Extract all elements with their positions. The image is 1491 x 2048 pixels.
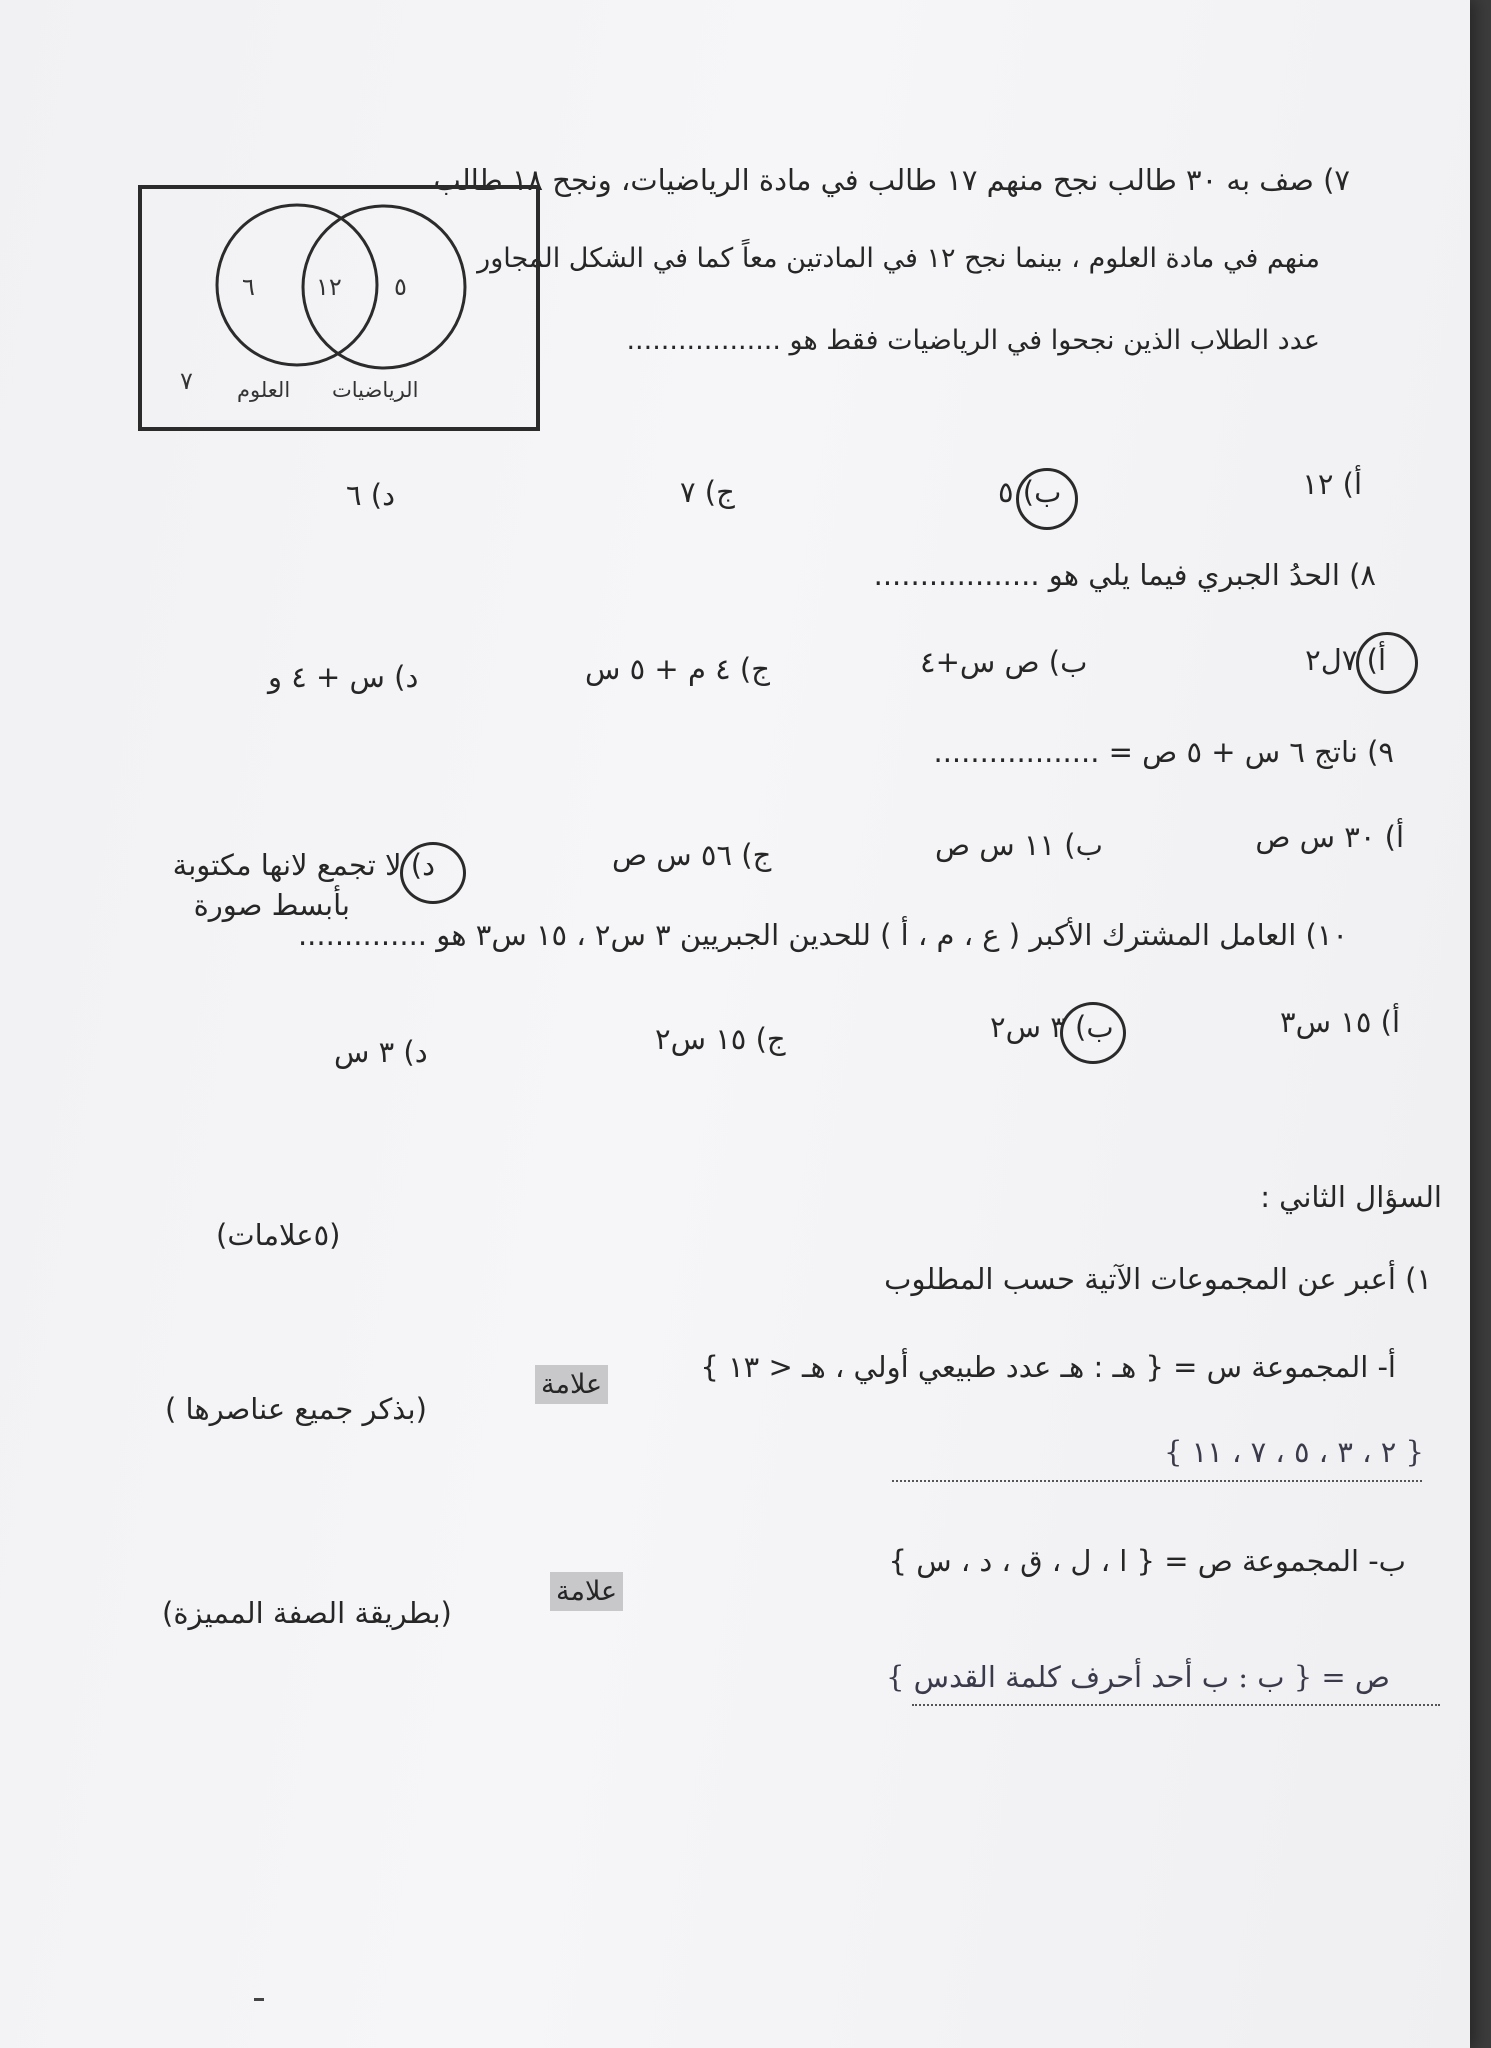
part-b-mark-badge: علامة: [550, 1572, 623, 1611]
venn-label-math: الرياضيات: [332, 378, 419, 402]
q7-option-a: أ) ١٢: [1302, 467, 1362, 501]
venn-math-only: ٥: [394, 273, 407, 301]
section2-marks: (٥علامات): [216, 1218, 341, 1252]
venn-label-science: العلوم: [237, 378, 291, 402]
stray-mark: [254, 1998, 264, 2001]
part-a-mark-badge: علامة: [535, 1365, 608, 1404]
q7-line1: ٧) صف به ٣٠ طالب نجح منهم ١٧ طالب في مادة الرياضيات، ونجح ١٨ طالب: [433, 163, 1350, 197]
venn-diagram: [138, 185, 540, 431]
venn-outside: ٧: [180, 367, 193, 395]
q7-line2: منهم في مادة العلوم ، بينما نجح ١٢ في المادتين معاً كما في الشكل المجاور: [477, 243, 1320, 274]
q10-question: ١٠) العامل المشترك الأكبر ( ع ، م ، أ ) للحدين الجبريين ٣ س٢ ، ١٥ س٣ هو ..............: [297, 918, 1348, 952]
venn-both: ١٢: [316, 273, 342, 301]
q8-question: ٨) الحدُ الجبري فيما يلي هو ..................: [873, 558, 1376, 592]
part-b-note: (بطريقة الصفة المميزة): [162, 1596, 452, 1630]
q8-option-a: أ) ٧ل٢: [1305, 643, 1386, 677]
q7-option-b: ب) ٥: [998, 475, 1062, 509]
part-a-text: أ- المجموعة س = { هـ : هـ عدد طبيعي أولي ، هـ < ١٣ }: [700, 1350, 1396, 1384]
q9-question: ٩) ناتج ٦ س + ٥ ص = ..................: [933, 735, 1394, 769]
q10-option-a: أ) ١٥ س٣: [1280, 1005, 1400, 1039]
q10-option-d: د) ٣ س: [334, 1035, 428, 1069]
q9-option-a: أ) ٣٠ س ص: [1255, 820, 1404, 854]
q8-option-d: د) س + ٤ و: [268, 660, 419, 694]
q7-option-c: ج) ٧: [680, 475, 735, 509]
q10-option-c: ج) ١٥ س٢: [655, 1022, 786, 1056]
q7-line3: عدد الطلاب الذين نجحوا في الرياضيات فقط هو ..................: [626, 325, 1320, 356]
section2-title: السؤال الثاني :: [1260, 1180, 1442, 1214]
q9-option-d-cont: بأبسط صورة: [193, 888, 350, 922]
q10-option-b: ب) ٣ س٢: [990, 1010, 1114, 1044]
q8-option-c: ج) ٤ م + ٥ س: [585, 652, 770, 686]
part-b-answer: ص = { ب : ب أحد أحرف كلمة القدس }: [886, 1660, 1390, 1694]
q9-option-b: ب) ١١ س ص: [935, 828, 1103, 862]
part-a-answer: { ٢ ، ٣ ، ٥ ، ٧ ، ١١ }: [1164, 1435, 1424, 1469]
science-circle: [217, 205, 377, 365]
part-b-answer-line: [912, 1704, 1440, 1706]
q8-option-b: ب) ص س+٤: [920, 645, 1088, 679]
section2-q1: ١) أعبر عن المجموعات الآتية حسب المطلوب: [884, 1262, 1432, 1296]
q7-option-d: د) ٦: [346, 478, 396, 512]
venn-science-only: ٦: [242, 273, 255, 301]
part-a-answer-line: [892, 1480, 1422, 1482]
part-b-text: ب- المجموعة ص = { ا ، ل ، ق ، د ، س }: [888, 1544, 1406, 1578]
venn-svg: [142, 189, 536, 427]
q9-option-d: د) لا تجمع لانها مكتوبة: [172, 848, 435, 882]
q9-option-c: ج) ٥٦ س ص: [612, 838, 772, 872]
part-a-note: (بذكر جميع عناصرها ): [165, 1392, 427, 1426]
